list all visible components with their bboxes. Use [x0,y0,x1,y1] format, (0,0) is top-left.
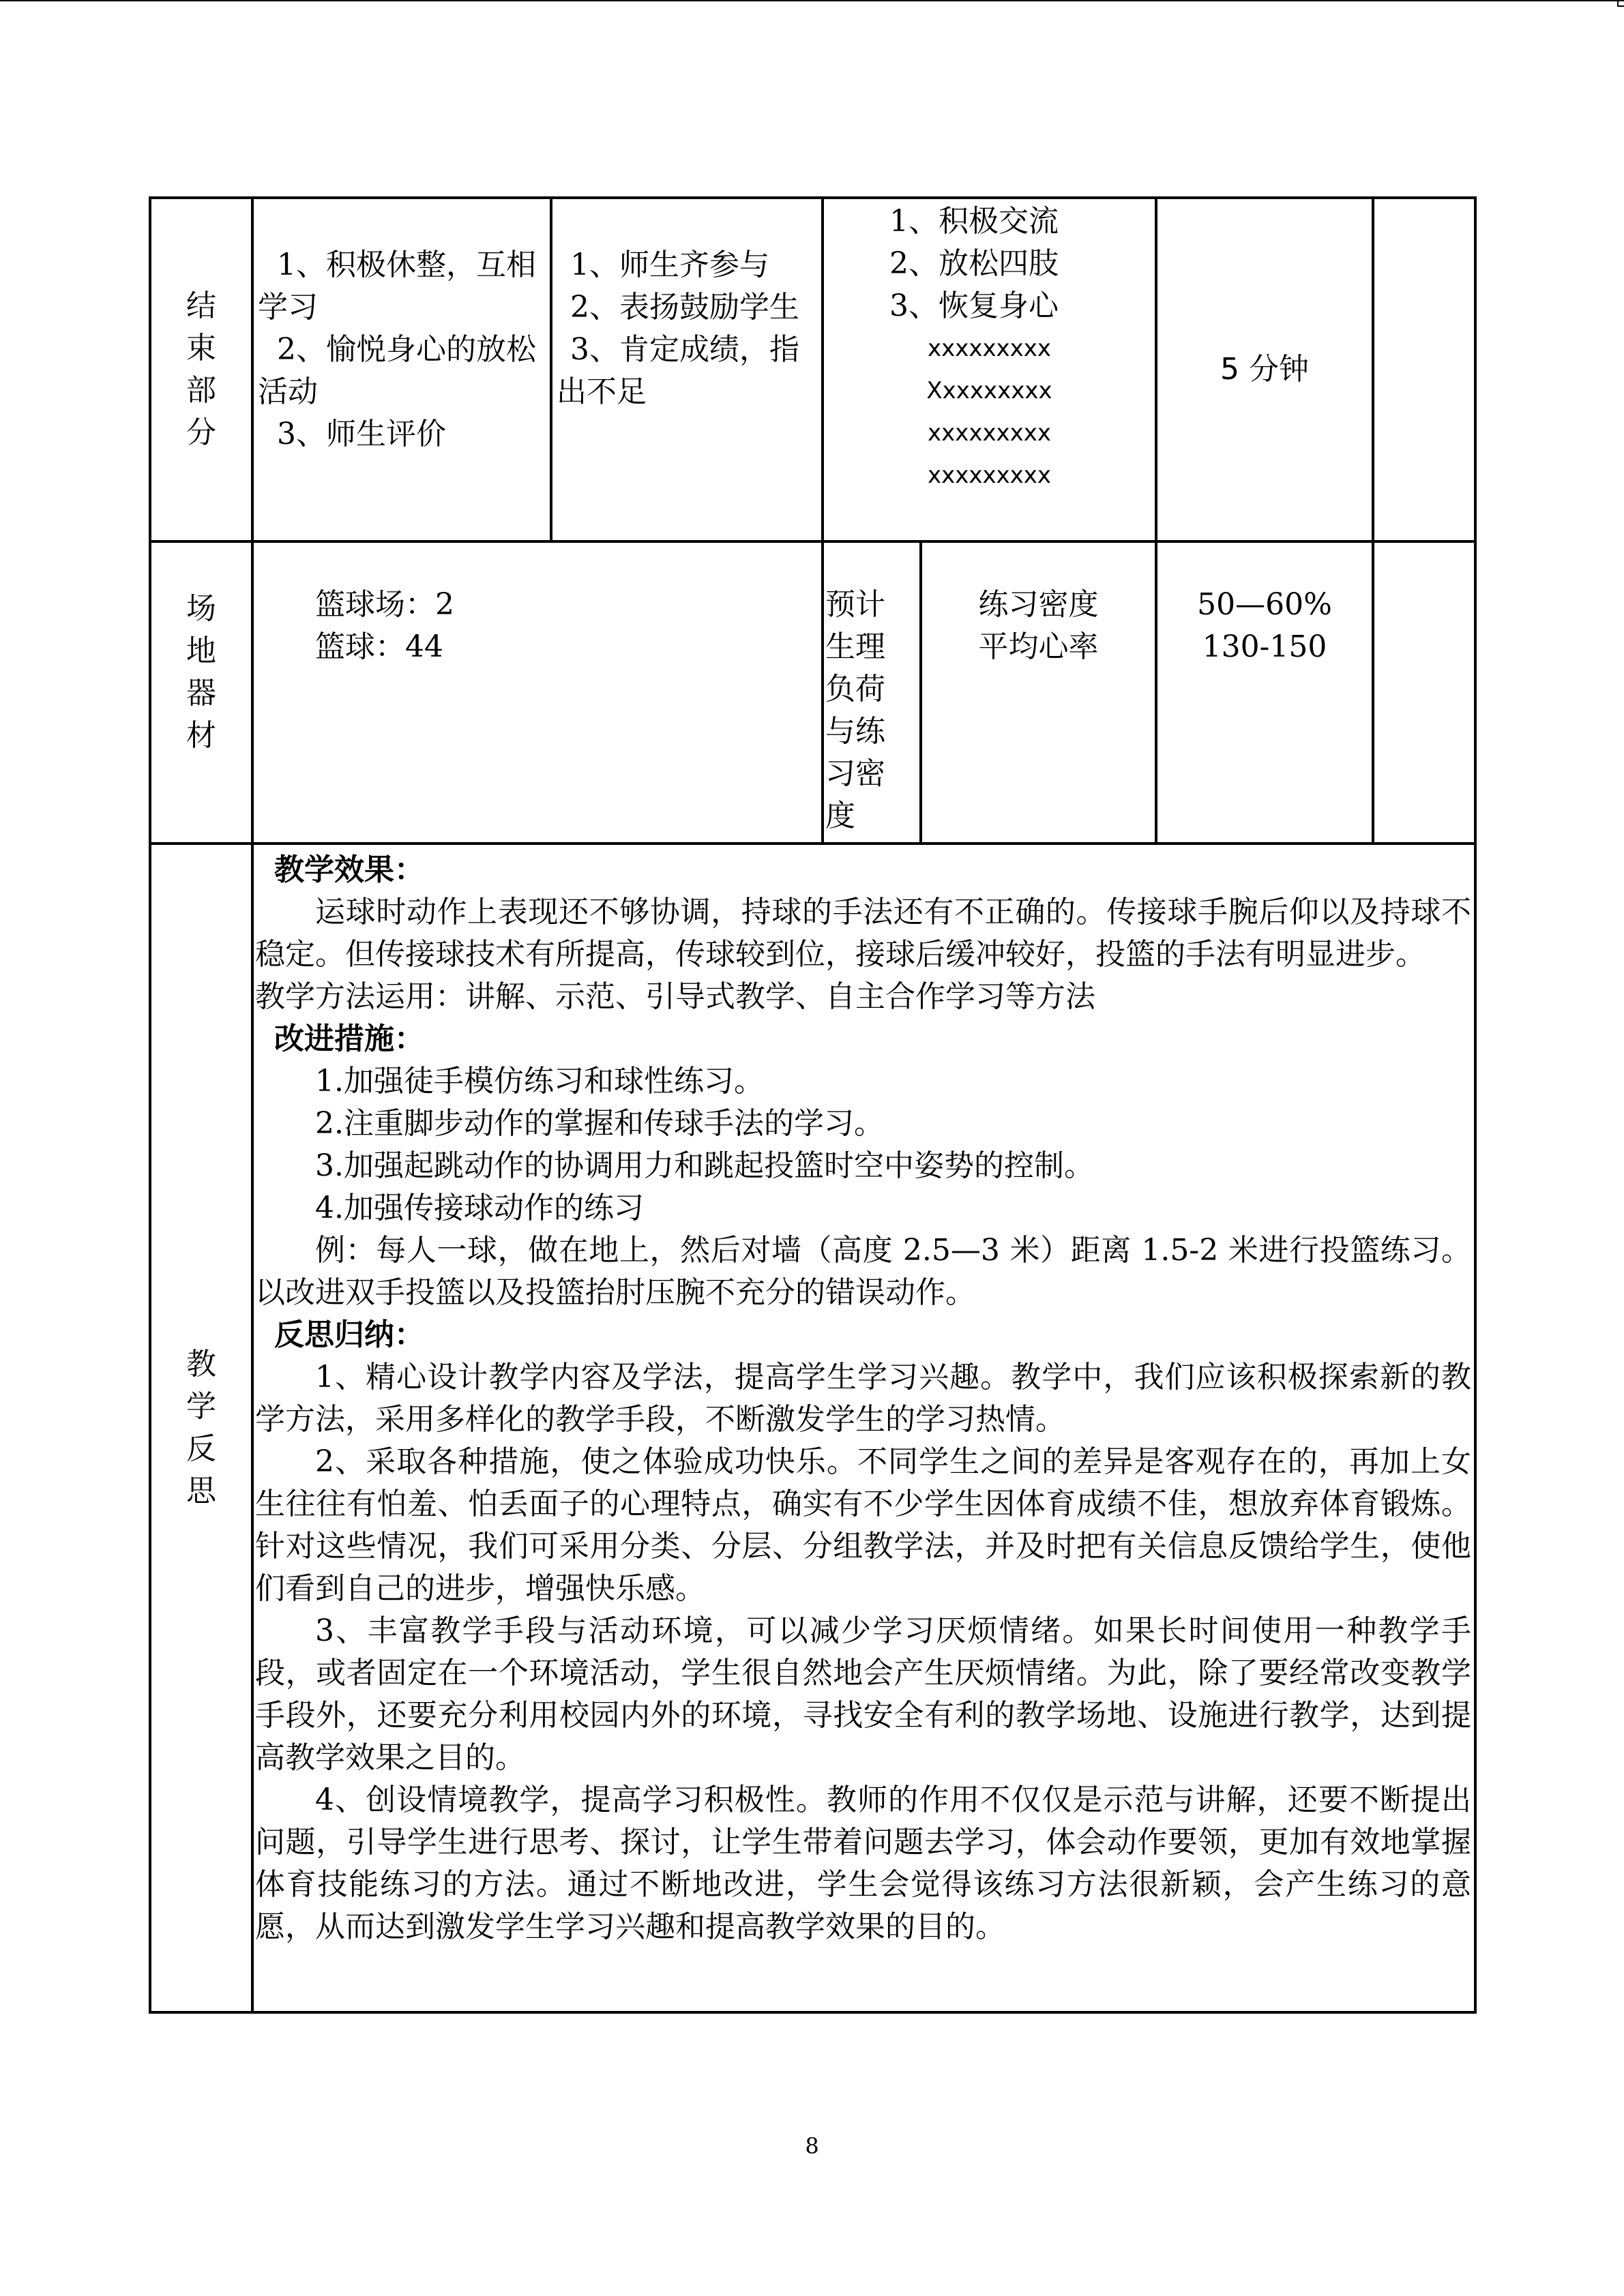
metric-name: 平均心率 [978,629,1099,664]
metric-name: 练习密度 [978,587,1099,622]
formation-row: Xxxxxxxxx [926,377,1052,404]
closing-student-item: 2、愉悦身心的放松活动 [258,332,536,409]
closing-teacher-item: 1、师生齐参与 [570,248,769,282]
improve-heading: 改进措施： [274,1022,424,1056]
improve-item: 2.注重脚步动作的掌握和传球手法的学习。 [315,1106,884,1141]
closing-student-activities [252,198,551,541]
closing-teacher-activities [551,198,823,541]
closing-org-item: 3、恢复身心 [889,288,1059,323]
page-top-edge [0,0,1624,1]
improve-item: 1.加强徒手模仿练习和球性练习。 [315,1064,764,1099]
venue-section-row [150,541,1475,844]
page-corner-mark [1617,0,1624,7]
improve-item: 3.加强起跳动作的协调用力和跳起投篮时空中姿势的控制。 [315,1148,1094,1183]
venue-section-label: 场 地 器 材 [150,541,252,844]
methods-paragraph: 教学方法运用：讲解、示范、引导式教学、自主合作学习等方法 [255,979,1095,1014]
summary-paragraph: 4、创设情境教学，提高学习积极性。教师的作用不仅仅是示范与讲解，还要不断提出问题，引导学生进行思考、探讨，让学生带着问题去学习，体会动作要领，更加有效地掌握体育技能练习的方法。通过不断地改进，学生会觉得该练习方法很新颖，会产生练习的意愿，从而达到激发学生学习兴趣和提高教学效果的目的。 [255,1783,1471,1944]
effect-heading: 教学效果： [274,852,424,887]
summary-paragraph: 2、采取各种措施，使之体验成功快乐。不同学生之间的差异是客观存在的，再加上女生往往有怕羞、怕丢面子的心理特点，确实有不少学生因体育成绩不佳，想放弃体育锻炼。针对这些情况，我们可采用分类、分层、分组教学法，并及时把有关信息反馈给学生，使他们看到自己的进步，增强快乐感。 [255,1444,1471,1606]
venue-equipment [252,541,823,844]
closing-organization [823,198,1156,541]
improve-item: 4.加强传接球动作的练习 [315,1191,644,1225]
formation-row: xxxxxxxxx [927,462,1052,489]
load-density-label: 预计 生理 负荷 与练 习密 度 [823,541,921,844]
closing-student-item: 1、积极休整，互相学习 [258,248,536,325]
reflection-content [252,844,1475,2012]
reflection-section-row [150,844,1475,2012]
summary-paragraph: 1、精心设计教学内容及学法，提高学生学习兴趣。教学中，我们应该积极探索新的教学方法，采用多样化的教学手段，不断激发学生的学习热情。 [255,1360,1471,1437]
metric-value: 50—60% [1197,587,1332,622]
closing-section-row [150,198,1475,541]
reflection-section-label: 教 学 反 思 [150,844,252,2012]
closing-teacher-item: 3、肯定成绩，指出不足 [557,332,799,409]
venue-notes-cell [1373,541,1475,844]
equipment-item: 篮球场：2 [315,587,454,622]
closing-org-item: 2、放松四肢 [889,246,1059,281]
closing-notes-cell [1373,198,1475,541]
equipment-item: 篮球：44 [315,629,443,664]
page-number: 8 [805,2133,819,2159]
formation-row: xxxxxxxxx [927,419,1052,447]
closing-org-item: 1、积极交流 [889,204,1059,239]
effect-paragraph: 运球时动作上表现还不够协调，持球的手法还有不正确的。传接球手腕后仰以及持球不稳定。但传接球技术有所提高，传球较到位，接球后缓冲较好，投篮的手法有明显进步。 [255,895,1471,972]
closing-student-item: 3、师生评价 [277,417,446,451]
closing-teacher-item: 2、表扬鼓励学生 [570,290,799,325]
summary-heading: 反思归纳： [274,1317,424,1352]
example-paragraph: 例：每人一球，做在地上，然后对墙（高度 2.5—3 米）距离 1.5-2 米进行投篮练习。以改进双手投篮以及投篮抬肘压腕不充分的错误动作。 [255,1233,1471,1310]
metric-values [1156,541,1373,844]
closing-section-label: 结 束 部 分 [150,198,252,541]
summary-paragraph: 3、丰富教学手段与活动环境，可以减少学习厌烦情绪。如果长时间使用一种教学手段，或者固定在一个环境活动，学生很自然地会产生厌烦情绪。为此，除了要经常改变教学手段外，还要充分利用校园内外的环境，寻找安全有利的教学场地、设施进行教学，达到提高教学效果之目的。 [255,1613,1471,1775]
metric-names [921,541,1156,844]
metric-value: 130-150 [1202,629,1327,664]
lesson-plan-table [149,196,1477,2014]
closing-time: 5 分钟 [1156,198,1373,541]
formation-diagram [824,327,1155,496]
formation-row: xxxxxxxxx [927,335,1052,362]
